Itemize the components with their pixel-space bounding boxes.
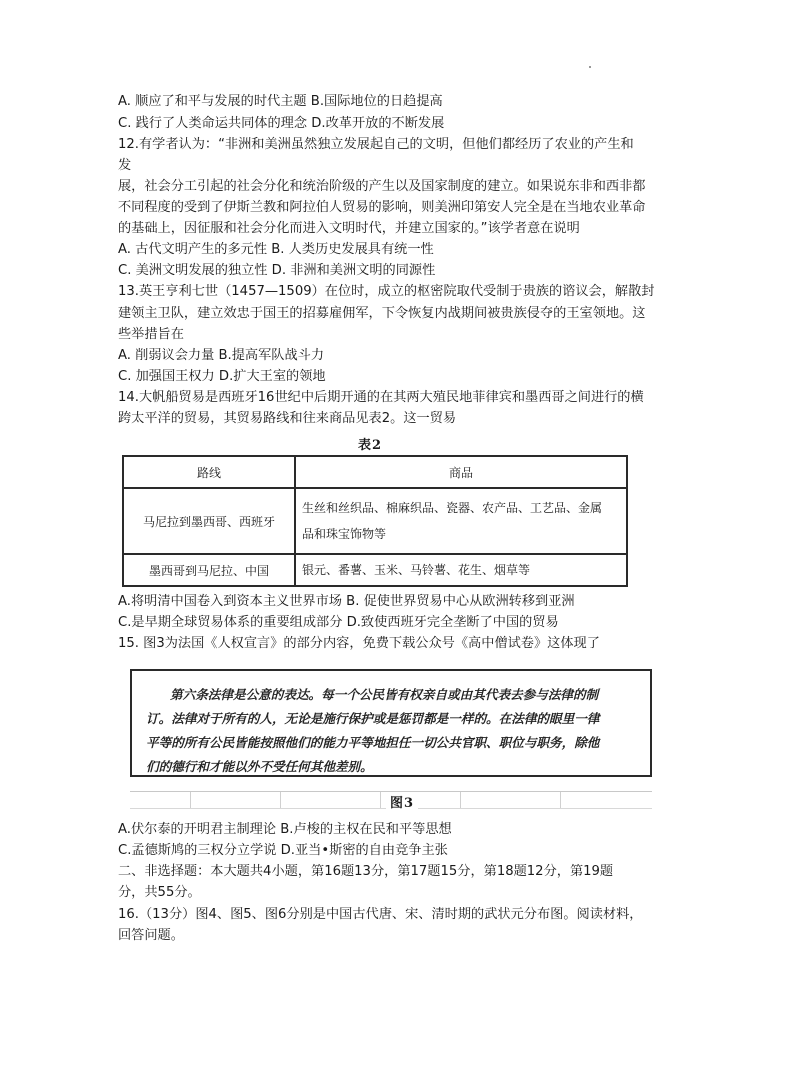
goods-line: 品和珠宝饰物等: [302, 527, 387, 541]
table-cell-goods: [295, 488, 627, 554]
q14-option-cd: C.是早期全球贸易体系的重要组成部分 D.致使西班牙完全垄断了中国的贸易: [118, 615, 559, 630]
q12-stem-line: 发: [118, 158, 132, 173]
table-header-goods: 商品: [295, 456, 627, 488]
table-header-row: [123, 456, 627, 488]
trade-route-table: [122, 455, 628, 587]
q13-stem-line: 13.英王亨利七世（1457—1509）在位时，成立的枢密院取代受制于贵族的谘议会，解散封: [118, 284, 655, 299]
excerpt-line: 们的德行和才能以外不受任何其他差别。: [146, 759, 373, 774]
table-header-route: 路线: [123, 456, 295, 488]
q13-option-cd: C. 加强国王权力 D.扩大王室的领地: [118, 369, 326, 384]
section-heading: 分，共55分。: [118, 885, 201, 900]
q14-stem-line: 14.大帆船贸易是西班牙16世纪中后期开通的在其两大殖民地菲律宾和墨西哥之间进行的横: [118, 390, 644, 405]
table-cell-route: 墨西哥到马尼拉、中国: [123, 554, 295, 586]
goods-line: 生丝和丝织品、棉麻织品、瓷器、农产品、工艺品、金属: [302, 501, 603, 515]
q12-stem-line: 12.有学者认为：“非洲和美洲虽然独立发展起自己的文明，但他们都经历了农业的产生和: [118, 137, 634, 152]
q13-stem-line: 建领主卫队，建立效忠于国王的招募雇佣军，下令恢复内战期间被贵族侵夺的王室领地。这: [118, 306, 646, 321]
q12-stem-line: 的基础上，因征服和社会分化而进入文明时代，并建立国家的。”该学者意在说明: [118, 221, 580, 236]
q14-stem-line: 跨太平洋的贸易，其贸易路线和往来商品见表2。这一贸易: [118, 411, 457, 426]
q13-option-ab: A. 削弱议会力量 B.提高军队战斗力: [118, 348, 325, 363]
q15-option-ab: A.伏尔泰的开明君主制理论 B.卢梭的主权在民和平等思想: [118, 822, 452, 837]
q11-option-ab: A. 顺应了和平与发展的时代主题 B.国际地位的日趋提高: [118, 94, 443, 109]
q12-option-cd: C. 美洲文明发展的独立性 D. 非洲和美洲文明的同源性: [118, 263, 436, 278]
q12-stem-line: 不同程度的受到了伊斯兰教和阿拉伯人贸易的影响，则美洲印第安人完全是在当地农业革命: [118, 200, 646, 215]
table-row: [123, 554, 627, 586]
table-cell-route: 马尼拉到墨西哥、西班牙: [123, 488, 295, 554]
scan-speck: [589, 66, 591, 68]
excerpt-line: 第六条法律是公意的表达。每一个公民皆有权亲自或由其代表去参与法律的制: [170, 687, 599, 702]
q13-stem-line: 些举措旨在: [118, 327, 184, 342]
q12-stem-line: 展，社会分工引起的社会分化和统治阶级的产生以及国家制度的建立。如果说东非和西非都: [118, 179, 646, 194]
table-caption: 表2: [358, 438, 383, 453]
q11-option-cd: C. 践行了人类命运共同体的理念 D.改革开放的不断发展: [118, 116, 445, 131]
figure-caption: 图3: [386, 792, 418, 811]
declaration-excerpt-box: [130, 669, 652, 777]
q12-option-ab: A. 古代文明产生的多元性 B. 人类历史发展具有统一性: [118, 242, 434, 257]
q14-option-ab: A.将明清中国卷入到资本主义世界市场 B. 促使世界贸易中心从欧洲转移到亚洲: [118, 594, 575, 609]
excerpt-line: 平等的所有公民皆能按照他们的能力平等地担任一切公共官职、职位与职务，除他: [146, 735, 600, 750]
q15-option-cd: C.孟德斯鸠的三权分立学说 D.亚当•斯密的自由竞争主张: [118, 843, 448, 858]
excerpt-line: 订。法律对于所有的人，无论是施行保护或是惩罚都是一样的。在法律的眼里一律: [146, 711, 600, 726]
table-cell-goods: [295, 554, 627, 586]
table-row: [123, 488, 627, 554]
q15-stem: 15. 图3为法国《人权宣言》的部分内容，免费下载公众号《高中僧试卷》这体现了: [118, 636, 600, 651]
goods-line: 银元、番薯、玉米、马铃薯、花生、烟草等: [302, 563, 531, 577]
section-heading: 二、非选择题：本大题共4小题，第16题13分，第17题15分，第18题12分，第19题: [118, 864, 614, 879]
q16-stem-line: 回答问题。: [118, 928, 184, 943]
q16-stem-line: 16.（13分）图4、图5、图6分别是中国古代唐、宋、清时期的武状元分布图。阅读材料，: [118, 907, 643, 922]
